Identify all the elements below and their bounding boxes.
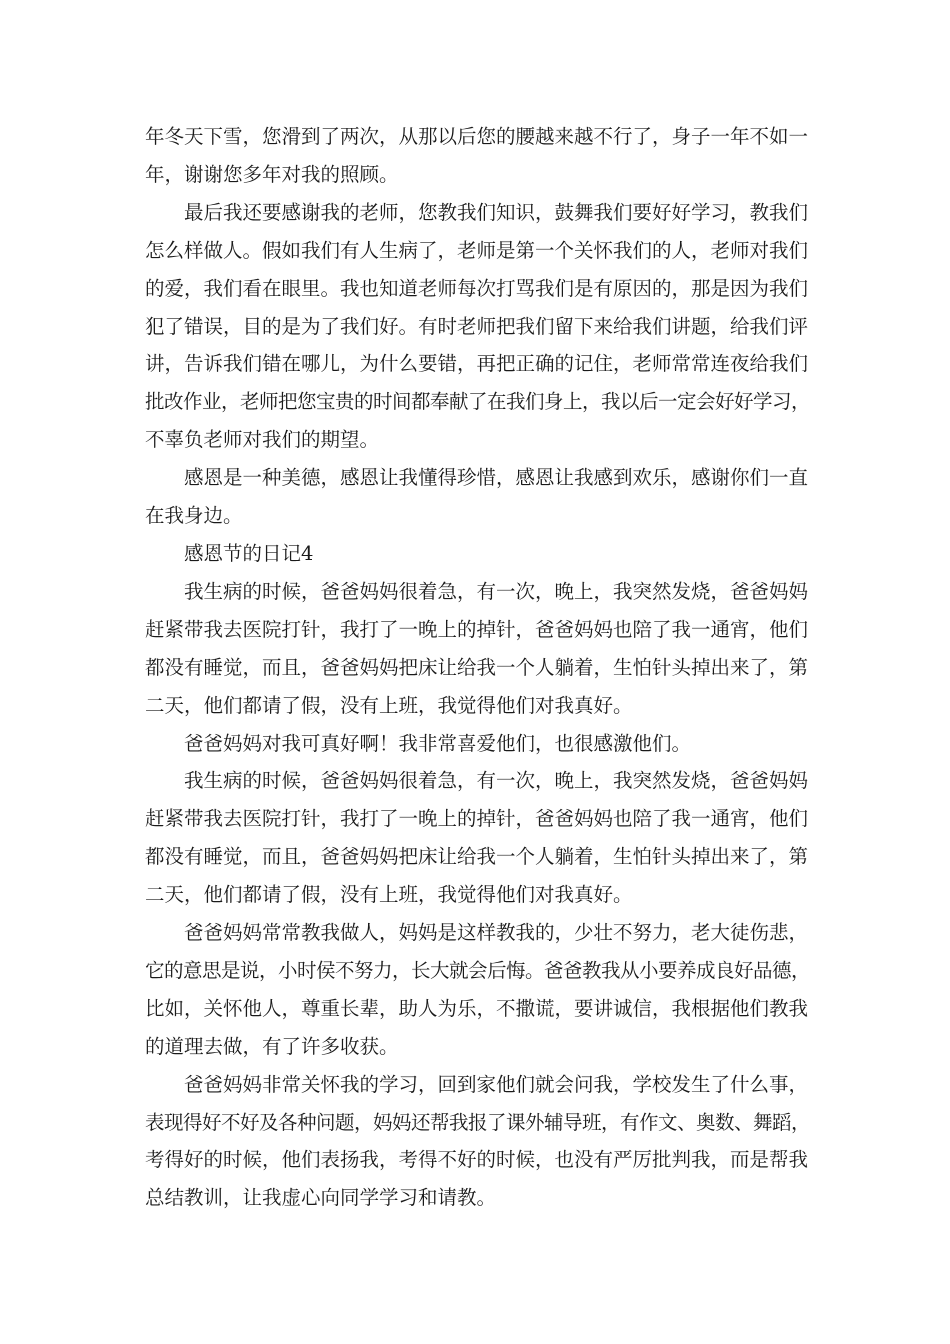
paragraph-6	[145, 725, 810, 763]
text-line: 赶紧带我去医院打针，我打了一晚上的掉针，爸爸妈妈也陪了我一通宵，他们	[145, 617, 809, 641]
text-line: 讲，告诉我们错在哪儿，为什么要错，再把正确的记住，老师常常连夜给我们	[145, 352, 809, 376]
text-line: 都没有睡觉，而且，爸爸妈妈把床让给我一个人躺着，生怕针头掉出来了，第	[145, 655, 809, 679]
text-line: 的爱，我们看在眼里。我也知道老师每次打骂我们是有原因的，那是因为我们	[145, 276, 809, 300]
text-line: 考得好的时候，他们表扬我，考得不好的时候，也没有严厉批判我，而是帮我	[145, 1148, 809, 1172]
text-line: 年冬天下雪，您滑到了两次，从那以后您的腰越来越不行了，身子一年不如一	[145, 125, 809, 148]
text-line: 犯了错误，目的是为了我们好。有时老师把我们留下来给我们讲题，给我们评	[145, 314, 809, 338]
paragraph-1	[145, 118, 810, 194]
text-line: 年，谢谢您多年对我的照顾。	[145, 162, 399, 186]
paragraph-8	[145, 914, 810, 1066]
text-line: 感恩是一种美德，感恩让我懂得珍惜，感恩让我感到欢乐，感谢你们一直	[184, 466, 809, 490]
text-line: 批改作业，老师把您宝贵的时间都奉献了在我们身上，我以后一定会好好学习，	[145, 390, 811, 414]
text-line: 爸爸妈妈对我可真好啊！我非常喜爱他们，也很感激他们。	[184, 731, 692, 755]
text-line: 怎么样做人。假如我们有人生病了，老师是第一个关怀我们的人，老师对我们	[145, 238, 809, 262]
text-line: 二天，他们都请了假，没有上班，我觉得他们对我真好。	[145, 693, 633, 717]
heading-line: 感恩节的日记4	[184, 541, 314, 565]
text-line: 我生病的时候，爸爸妈妈很着急，有一次，晚上，我突然发烧，爸爸妈妈	[184, 579, 809, 603]
paragraph-2	[145, 194, 810, 459]
text-line: 的道理去做，有了许多收获。	[145, 1034, 399, 1058]
text-line: 它的意思是说，小时侯不努力，长大就会后悔。爸爸教我从小要养成良好品德，	[145, 958, 811, 982]
text-line: 比如，关怀他人，尊重长辈，助人为乐，不撒谎，要讲诚信，我根据他们教我	[145, 996, 809, 1020]
paragraph-7	[145, 762, 810, 914]
text-line: 赶紧带我去医院打针，我打了一晚上的掉针，爸爸妈妈也陪了我一通宵，他们	[145, 807, 809, 831]
text-line: 不辜负老师对我们的期望。	[145, 428, 380, 452]
paragraph-9	[145, 1066, 810, 1218]
text-line: 爸爸妈妈常常教我做人，妈妈是这样教我的，少壮不努力，老大徒伤悲，	[184, 921, 809, 945]
text-line: 在我身边。	[145, 504, 243, 528]
paragraph-3	[145, 459, 810, 535]
text-line: 最后我还要感谢我的老师，您教我们知识，鼓舞我们要好好学习，教我们	[184, 200, 809, 224]
text-line: 我生病的时候，爸爸妈妈很着急，有一次，晚上，我突然发烧，爸爸妈妈	[184, 769, 809, 793]
text-line: 二天，他们都请了假，没有上班，我觉得他们对我真好。	[145, 883, 633, 907]
paragraph-5	[145, 573, 810, 725]
text-line: 表现得好不好及各种问题，妈妈还帮我报了课外辅导班，有作文、奥数、舞蹈，	[145, 1110, 811, 1134]
text-line: 爸爸妈妈非常关怀我的学习，回到家他们就会问我，学校发生了什么事，	[184, 1072, 809, 1096]
text-line: 都没有睡觉，而且，爸爸妈妈把床让给我一个人躺着，生怕针头掉出来了，第	[145, 845, 809, 869]
document-body	[145, 118, 810, 1217]
section-heading	[145, 535, 810, 573]
text-line: 总结教训，让我虚心向同学学习和请教。	[145, 1186, 497, 1210]
